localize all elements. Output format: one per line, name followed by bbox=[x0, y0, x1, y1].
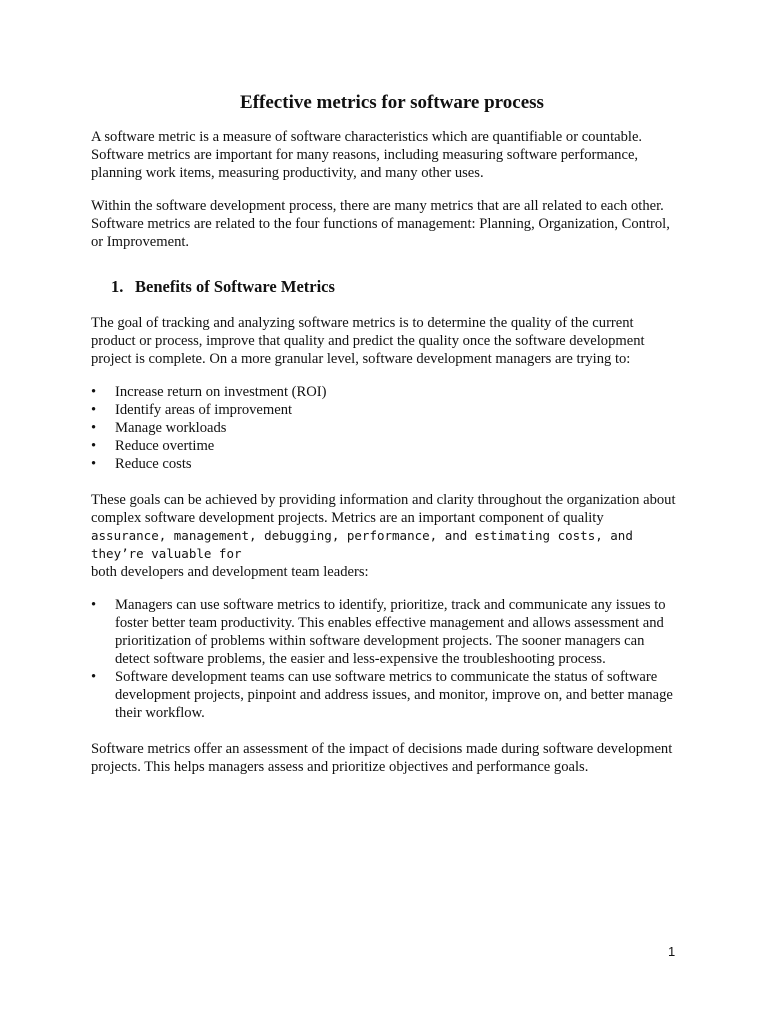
page-content bbox=[91, 92, 681, 791]
page-number: 1 bbox=[668, 944, 676, 959]
list-item-text: Manage workloads bbox=[115, 420, 227, 436]
bullet-glyph: • bbox=[91, 456, 97, 472]
benefits-list bbox=[91, 596, 681, 722]
bullet-glyph: • bbox=[91, 402, 97, 418]
list-item bbox=[91, 419, 681, 437]
intro-paragraph-2: Within the software development process, there are many metrics that are all related to each other. Software metrics are related to the four functions of management: Planning, Organization, Control, or Improvement. bbox=[91, 198, 670, 250]
intro-paragraph-1: A software metric is a measure of software characteristics which are quantifiable or countable. Software metrics are important for many reasons, including measuring software performance, planning work items, measuring productivity, and many other uses. bbox=[91, 129, 643, 181]
paragraph-2-line-c: both developers and development team leaders: bbox=[91, 564, 369, 580]
section-paragraph-3: Software metrics offer an assessment of the impact of decisions made during software development projects. This helps managers assess and prioritize objectives and performance goals. bbox=[91, 741, 673, 775]
list-item bbox=[91, 383, 681, 401]
list-item-text: Managers can use software metrics to identify, prioritize, track and communicate any issues to foster better team productivity. This enables effective management and allows assessment and prioritization of problems within software development projects. The sooner managers can detect software problems, the easier and less-expensive the troubleshooting process. bbox=[115, 597, 666, 667]
document-title: Effective metrics for software process bbox=[240, 92, 544, 113]
section-paragraph-1: The goal of tracking and analyzing software metrics is to determine the quality of the current product or process, improve that quality and predict the quality once the software development project is complete. On a more granular level, software development managers are trying to: bbox=[91, 315, 645, 367]
bullet-glyph: • bbox=[91, 597, 97, 613]
section-paragraph-2 bbox=[91, 491, 681, 581]
list-item-text: Reduce overtime bbox=[115, 438, 215, 454]
list-item-text: Increase return on investment (ROI) bbox=[115, 384, 327, 400]
list-item bbox=[91, 455, 681, 473]
bullet-glyph: • bbox=[91, 669, 97, 685]
list-item-text: Software development teams can use software metrics to communicate the status of software development projects, pinpoint and address issues, and monitor, improve on, and better manage their workflow. bbox=[115, 669, 673, 721]
paragraph-2-line-a: These goals can be achieved by providing information and clarity throughout the organization about complex software development projects. Metrics are an important component of quality bbox=[91, 492, 676, 526]
list-item-text: Reduce costs bbox=[115, 456, 192, 472]
list-item-text: Identify areas of improvement bbox=[115, 402, 293, 418]
section-title: Benefits of Software Metrics bbox=[135, 277, 335, 296]
section-heading bbox=[91, 277, 681, 297]
list-item bbox=[91, 596, 681, 668]
section-number: 1. bbox=[111, 277, 124, 296]
bullet-glyph: • bbox=[91, 384, 97, 400]
bullet-glyph: • bbox=[91, 420, 97, 436]
list-item bbox=[91, 437, 681, 455]
goals-list bbox=[91, 383, 681, 473]
list-item bbox=[91, 401, 681, 419]
paragraph-2-line-b: assurance, management, debugging, performance, and estimating costs, and they’re valuable for bbox=[91, 528, 633, 561]
list-item bbox=[91, 668, 681, 722]
bullet-glyph: • bbox=[91, 438, 97, 454]
